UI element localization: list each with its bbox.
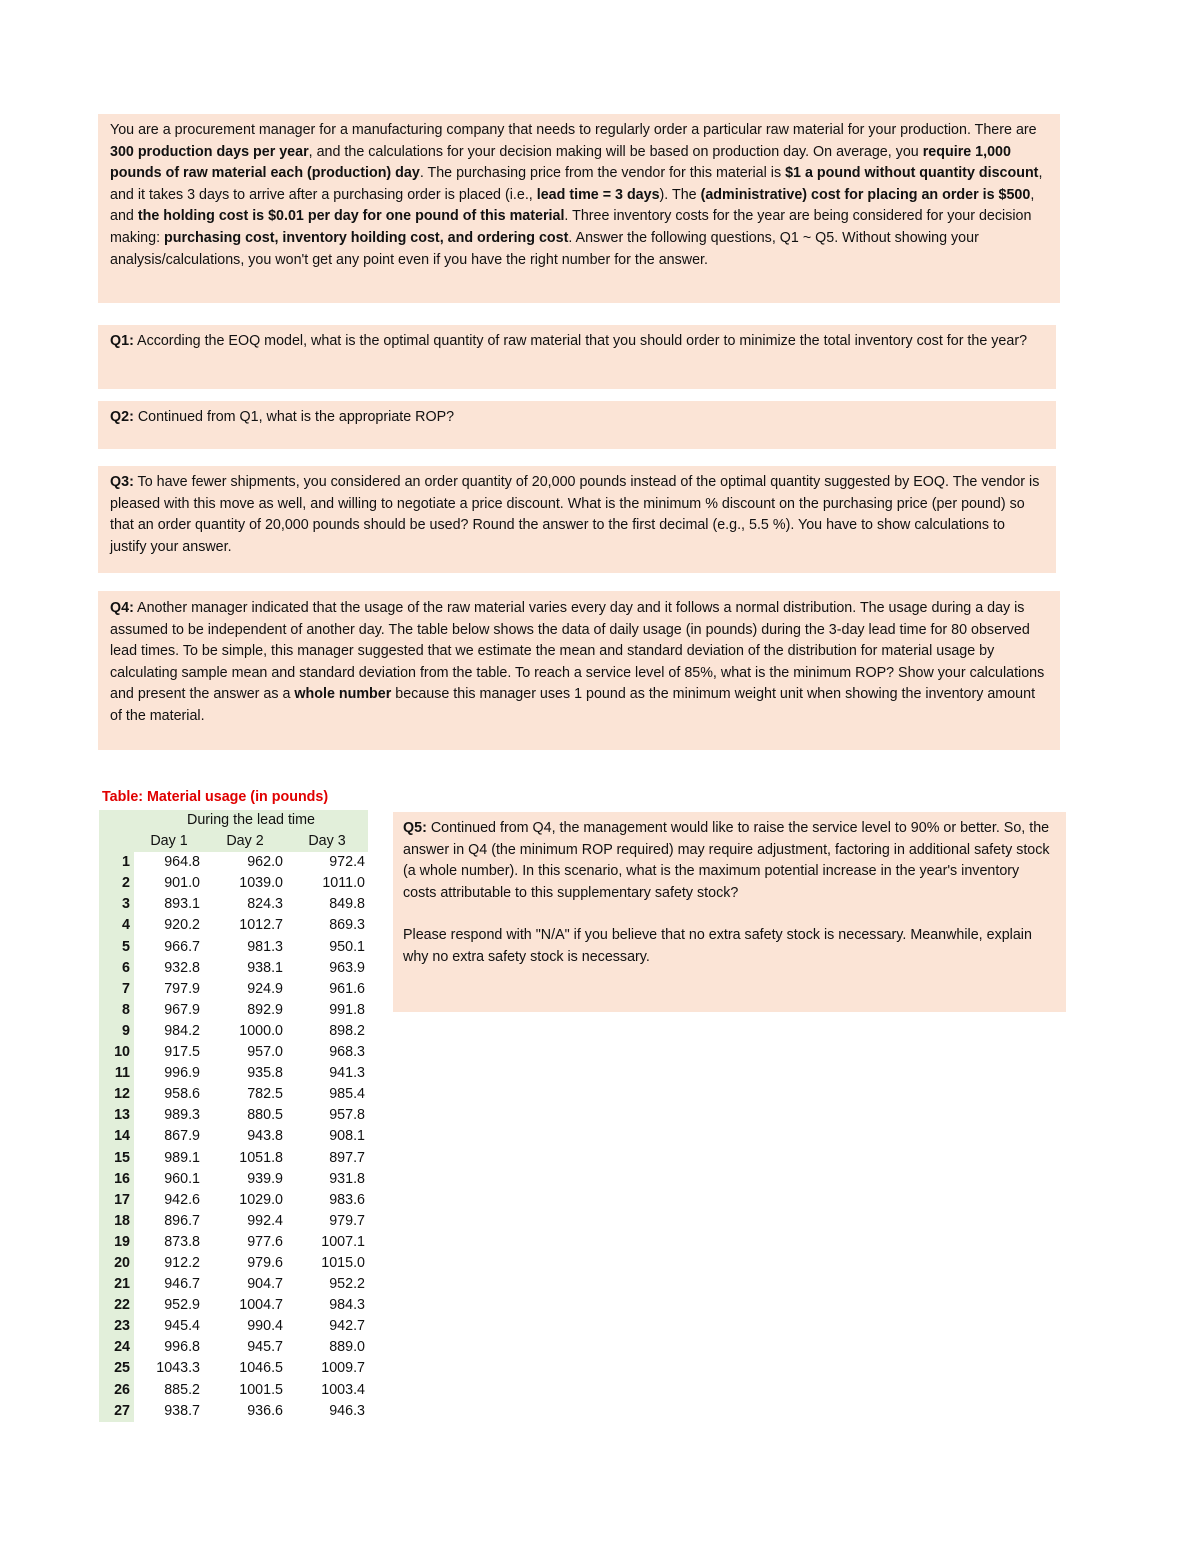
- question-3-body: To have fewer shipments, you considered an order quantity of 20,000 pounds instead of the optimal quantity suggested by EOQ. The vendor is pleased with this move as well, and willing to negotiate a price discount. What is the minimum % discount on the purchasing price (per pound) so that an order quantity of 20,000 pounds should be used? Round the answer to the first decimal (e.g., 5.5 %). You have to show calculations to justify your answer.: [110, 474, 1040, 555]
- usage-cell-day-3: 897.7: [329, 1149, 365, 1166]
- question-4-label: Q4:: [110, 600, 134, 616]
- table-row: [99, 1042, 368, 1063]
- question-5-note: Please respond with "N/A" if you believe that no extra safety stock is necessary. Meanwhile, explain why no extra safety stock is necessary.: [403, 927, 1032, 965]
- table-body: [99, 852, 368, 1422]
- usage-cell-day-2: 1029.0: [239, 1191, 283, 1208]
- question-3-text: [110, 472, 1044, 558]
- intro-b3: $1 a pound without quantity discount: [785, 165, 1039, 182]
- usage-cell-day-1: 967.9: [164, 1001, 200, 1018]
- question-4-body-end: because this manager uses 1 pound as the minimum weight unit when showing the inventory amount of the material.: [110, 686, 1036, 724]
- usage-cell-day-3: 979.7: [329, 1212, 365, 1229]
- question-2-label: Q2:: [110, 409, 134, 425]
- table-group-header-row: [99, 810, 368, 831]
- row-index-cell: 10: [99, 1042, 134, 1063]
- table-corner-cell: [99, 831, 134, 852]
- question-4-body: Another manager indicated that the usage of the raw material varies every day and it follows a normal distribution. The usage during a day is assumed to be independent of another day. The table below shows the data of daily usage (in pounds) during the 3-day lead time for 80 observed lead times. To be simple, this manager suggested that we estimate the mean and standard deviation of the distribution for material usage by calculating sample mean and standard deviation from the table. To reach a service level of 85%, what is the minimum ROP? Show your calculations and present the answer as a: [110, 600, 1045, 703]
- table-row: [99, 1021, 368, 1042]
- table-corner-cell: [99, 810, 134, 831]
- intro-b4: lead time = 3 days: [536, 186, 660, 203]
- column-header-day-1: Day 1: [134, 831, 204, 852]
- intro-b7: purchasing cost, inventory hoilding cost, and ordering cost: [164, 229, 569, 246]
- table-row: [99, 1126, 368, 1147]
- usage-cell-day-1: 984.2: [164, 1022, 200, 1039]
- table-row: [99, 1211, 368, 1232]
- intro-text: [110, 120, 1048, 271]
- question-1-text: [110, 331, 1044, 353]
- usage-cell-day-2: 880.5: [247, 1107, 283, 1124]
- question-1-box: [98, 325, 1056, 389]
- row-index-cell: 22: [99, 1295, 134, 1316]
- question-4-bold: whole number: [294, 686, 392, 703]
- usage-cell-day-3: 984.3: [329, 1297, 365, 1314]
- usage-cell-day-1: 989.3: [164, 1107, 200, 1124]
- intro-t4: , and it takes 3 days to arrive after a purchasing order is placed (i.e.,: [110, 165, 1043, 203]
- usage-cell-day-2: 936.6: [247, 1402, 283, 1419]
- row-index-cell: 26: [99, 1380, 134, 1401]
- table-row: [99, 1105, 368, 1126]
- table-group-header: During the lead time: [134, 810, 368, 831]
- usage-cell-day-2: 943.8: [247, 1128, 283, 1145]
- intro-box: [98, 114, 1060, 303]
- question-2-body: Continued from Q1, what is the appropriate ROP?: [133, 409, 455, 425]
- usage-cell-day-1: 885.2: [164, 1381, 200, 1398]
- intro-t5: ). The: [659, 186, 701, 203]
- table-row: [99, 1337, 368, 1358]
- intro-t1: You are a procurement manager for a manufacturing company that needs to regularly order a particular raw material for your production. There are: [110, 122, 1037, 138]
- usage-cell-day-2: 939.9: [247, 1170, 283, 1187]
- table-row: [99, 1148, 368, 1169]
- usage-cell-day-1: 958.6: [164, 1086, 200, 1103]
- column-header-day-2: Day 2: [204, 831, 286, 852]
- row-index-cell: 11: [99, 1063, 134, 1084]
- intro-b2: require 1,000 pounds of raw material each (production) day: [110, 143, 1011, 182]
- table-row: [99, 937, 368, 958]
- usage-cell-day-1: 896.7: [164, 1212, 200, 1229]
- usage-cell-day-1: 946.7: [164, 1276, 200, 1293]
- usage-cell-day-3: 961.6: [329, 980, 365, 997]
- usage-cell-day-1: 873.8: [164, 1233, 200, 1250]
- usage-cell-day-3: 952.2: [329, 1276, 365, 1293]
- row-index-cell: 12: [99, 1084, 134, 1105]
- row-index-cell: 2: [99, 873, 134, 894]
- usage-cell-day-1: 942.6: [164, 1191, 200, 1208]
- row-index-cell: 17: [99, 1190, 134, 1211]
- usage-cell-day-3: 1015.0: [321, 1254, 365, 1271]
- row-index-cell: 27: [99, 1401, 134, 1422]
- usage-cell-day-2: 782.5: [247, 1086, 283, 1103]
- table-row: [99, 1253, 368, 1274]
- usage-cell-day-3: 983.6: [329, 1191, 365, 1208]
- usage-cell-day-2: 924.9: [247, 980, 283, 997]
- usage-cell-day-1: 932.8: [164, 959, 200, 976]
- usage-cell-day-2: 990.4: [247, 1318, 283, 1335]
- table-row: [99, 1316, 368, 1337]
- row-index-cell: 6: [99, 958, 134, 979]
- usage-cell-day-2: 979.6: [247, 1254, 283, 1271]
- row-index-cell: 15: [99, 1148, 134, 1169]
- usage-cell-day-3: 942.7: [329, 1318, 365, 1335]
- table-row: [99, 1232, 368, 1253]
- row-index-cell: 8: [99, 1000, 134, 1021]
- row-index-cell: 9: [99, 1021, 134, 1042]
- question-3-box: [98, 466, 1056, 573]
- usage-cell-day-1: 912.2: [164, 1254, 200, 1271]
- question-4-text: [110, 598, 1048, 728]
- table-row: [99, 1169, 368, 1190]
- usage-cell-day-2: 892.9: [247, 1001, 283, 1018]
- usage-cell-day-1: 945.4: [164, 1318, 200, 1335]
- usage-cell-day-3: 931.8: [329, 1170, 365, 1187]
- usage-cell-day-2: 824.3: [247, 896, 283, 913]
- usage-cell-day-2: 957.0: [247, 1044, 283, 1061]
- intro-t2: , and the calculations for your decision making will be based on production day. On average, you: [308, 143, 923, 160]
- table-row: [99, 873, 368, 894]
- row-index-cell: 14: [99, 1126, 134, 1147]
- intro-t6: , and: [110, 186, 1035, 225]
- usage-cell-day-2: 981.3: [247, 938, 283, 955]
- usage-cell-day-1: 952.9: [164, 1297, 200, 1314]
- usage-cell-day-1: 989.1: [164, 1149, 200, 1166]
- usage-cell-day-2: 992.4: [247, 1212, 283, 1229]
- usage-cell-day-3: 991.8: [329, 1001, 365, 1018]
- table-row: [99, 894, 368, 915]
- intro-t7: . Three inventory costs for the year are being considered for your decision making:: [110, 208, 1032, 246]
- table-row: [99, 1190, 368, 1211]
- row-index-cell: 7: [99, 979, 134, 1000]
- usage-cell-day-3: 1009.7: [321, 1360, 365, 1377]
- row-index-cell: 13: [99, 1105, 134, 1126]
- usage-cell-day-3: 946.3: [329, 1402, 365, 1419]
- table-row: [99, 1274, 368, 1295]
- usage-cell-day-2: 904.7: [247, 1276, 283, 1293]
- usage-cell-day-3: 849.8: [329, 896, 365, 913]
- usage-cell-day-3: 1007.1: [321, 1233, 365, 1250]
- usage-cell-day-1: 996.8: [164, 1339, 200, 1356]
- question-3-label: Q3:: [110, 474, 134, 490]
- row-index-cell: 16: [99, 1169, 134, 1190]
- question-5-body: Continued from Q4, the management would like to raise the service level to 90% or better. So, the answer in Q4 (the minimum ROP required) may require adjustment, factoring in additional safety stock (a whole number). In this scenario, what is the maximum potential increase in the year's inventory costs attributable to this supplementary safety stock?: [403, 820, 1050, 901]
- question-5-label: Q5:: [403, 820, 427, 836]
- table-row: [99, 1380, 368, 1401]
- column-header-day-3: Day 3: [286, 831, 368, 852]
- table-row: [99, 1000, 368, 1021]
- usage-cell-day-1: 920.2: [164, 917, 200, 934]
- usage-cell-day-3: 1003.4: [321, 1381, 365, 1398]
- table-row: [99, 915, 368, 936]
- usage-cell-day-2: 1012.7: [239, 917, 283, 934]
- usage-cell-day-3: 968.3: [329, 1044, 365, 1061]
- usage-cell-day-1: 960.1: [164, 1170, 200, 1187]
- usage-cell-day-3: 972.4: [329, 854, 365, 871]
- row-index-cell: 21: [99, 1274, 134, 1295]
- usage-cell-day-2: 1000.0: [239, 1022, 283, 1039]
- usage-cell-day-3: 950.1: [329, 938, 365, 955]
- usage-cell-day-2: 1039.0: [239, 875, 283, 892]
- question-1-body: According the EOQ model, what is the optimal quantity of raw material that you should order to minimize the total inventory cost for the year?: [133, 333, 1028, 349]
- usage-cell-day-2: 945.7: [247, 1339, 283, 1356]
- usage-cell-day-2: 938.1: [247, 959, 283, 976]
- usage-cell-day-1: 867.9: [164, 1128, 200, 1145]
- usage-cell-day-3: 869.3: [329, 917, 365, 934]
- usage-cell-day-2: 1004.7: [239, 1297, 283, 1314]
- intro-b5: (administrative) cost for placing an order is $500: [700, 186, 1031, 203]
- usage-cell-day-3: 963.9: [329, 959, 365, 976]
- table-row: [99, 979, 368, 1000]
- usage-cell-day-1: 996.9: [164, 1065, 200, 1082]
- table-caption: Table: Material usage (in pounds): [102, 789, 329, 805]
- usage-cell-day-3: 898.2: [329, 1022, 365, 1039]
- intro-t8: . Answer the following questions, Q1 ~ Q5. Without showing your analysis/calculations, you won't get any point even if you have the right number for the answer.: [110, 229, 979, 268]
- usage-cell-day-2: 1051.8: [239, 1149, 283, 1166]
- row-index-cell: 25: [99, 1358, 134, 1379]
- intro-b1: 300 production days per year: [110, 143, 309, 160]
- usage-cell-day-2: 977.6: [247, 1233, 283, 1250]
- table-row: [99, 852, 368, 873]
- usage-cell-day-2: 962.0: [247, 854, 283, 871]
- question-4-box: [98, 591, 1060, 750]
- table-row: [99, 958, 368, 979]
- table-row: [99, 1401, 368, 1422]
- usage-cell-day-2: 935.8: [247, 1065, 283, 1082]
- row-index-cell: 3: [99, 894, 134, 915]
- usage-cell-day-2: 1046.5: [239, 1360, 283, 1377]
- intro-b6: the holding cost is $0.01 per day for one pound of this material: [137, 208, 565, 225]
- row-index-cell: 5: [99, 937, 134, 958]
- row-index-cell: 20: [99, 1253, 134, 1274]
- usage-cell-day-1: 964.8: [164, 854, 200, 871]
- table-column-header-row: [99, 831, 368, 852]
- usage-cell-day-3: 957.8: [329, 1107, 365, 1124]
- question-5-text: [403, 818, 1056, 904]
- usage-cell-day-3: 1011.0: [322, 875, 365, 892]
- usage-cell-day-2: 1001.5: [239, 1381, 283, 1398]
- question-5-box: [393, 812, 1066, 1012]
- row-index-cell: 4: [99, 915, 134, 936]
- usage-cell-day-1: 797.9: [164, 980, 200, 997]
- usage-cell-day-3: 889.0: [329, 1339, 365, 1356]
- usage-cell-day-1: 966.7: [164, 938, 200, 955]
- usage-cell-day-3: 985.4: [329, 1086, 365, 1103]
- table-row: [99, 1358, 368, 1379]
- usage-cell-day-3: 941.3: [329, 1065, 365, 1082]
- usage-cell-day-1: 938.7: [164, 1402, 200, 1419]
- intro-t3: . The purchasing price from the vendor for this material is: [419, 165, 786, 182]
- row-index-cell: 24: [99, 1337, 134, 1358]
- question-2-text: [110, 407, 1044, 429]
- paragraph-gap: [403, 904, 1056, 925]
- usage-cell-day-3: 908.1: [329, 1128, 365, 1145]
- table-row: [99, 1063, 368, 1084]
- row-index-cell: 23: [99, 1316, 134, 1337]
- question-2-box: [98, 401, 1056, 449]
- usage-table: [99, 810, 368, 1422]
- usage-cell-day-1: 901.0: [164, 875, 200, 892]
- row-index-cell: 18: [99, 1211, 134, 1232]
- usage-cell-day-1: 917.5: [164, 1044, 200, 1061]
- usage-cell-day-1: 1043.3: [156, 1360, 200, 1377]
- usage-cell-day-1: 893.1: [164, 896, 200, 913]
- row-index-cell: 19: [99, 1232, 134, 1253]
- question-1-label: Q1:: [110, 333, 134, 349]
- table-row: [99, 1084, 368, 1105]
- row-index-cell: 1: [99, 852, 134, 873]
- table-row: [99, 1295, 368, 1316]
